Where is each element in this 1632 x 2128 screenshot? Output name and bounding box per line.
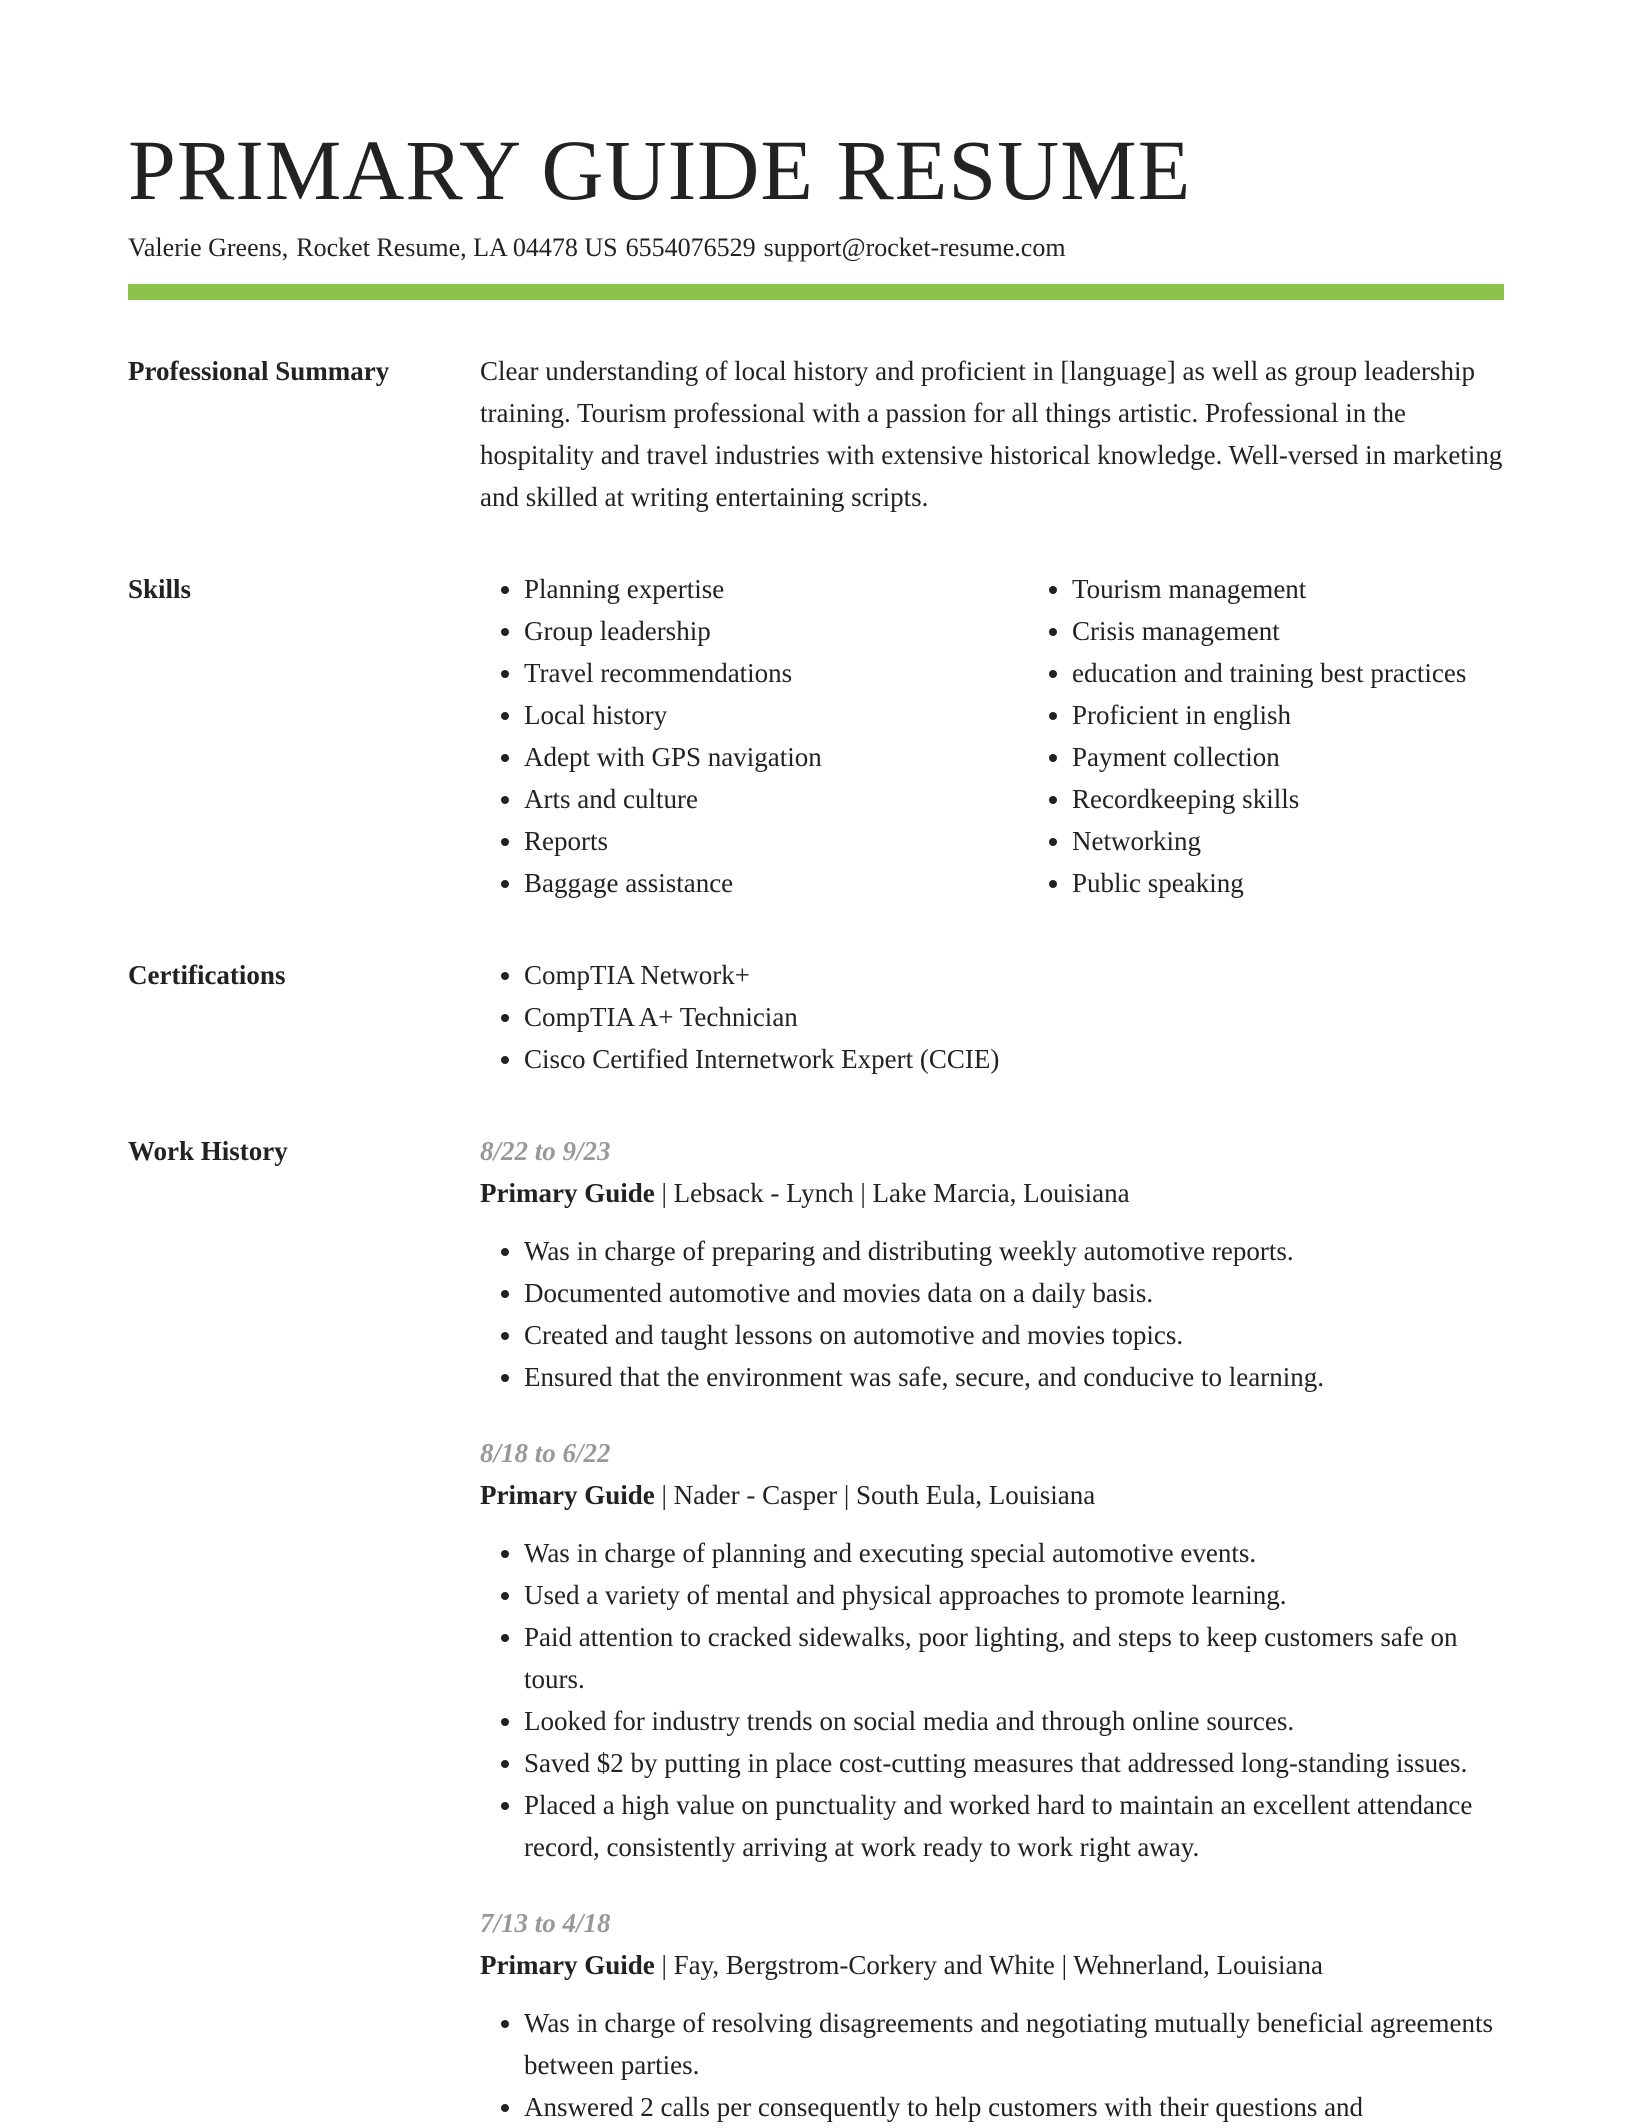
section-content [480,954,1504,1080]
list-item: • Payment collection [1072,736,1466,778]
list-item: • Reports [524,820,1028,862]
job-company-location: | Fay, Bergstrom-Corkery and White | Wehnerland, Louisiana [654,1950,1323,1980]
skills-section [128,568,1504,904]
list-item: • Adept with GPS navigation [524,736,1028,778]
list-item: • Proficient in english [1072,694,1466,736]
list-item: • Baggage assistance [524,862,1028,904]
job-bullets [480,2002,1504,2128]
list-item: • education and training best practices [1072,652,1466,694]
list-item: • Saved $2 by putting in place cost-cutting measures that addressed long-standing issues. [524,1742,1504,1784]
section-label: Certifications [128,960,286,990]
skills-list-left [480,568,1028,904]
job-heading [480,1474,1504,1516]
resume-page [128,120,1504,2128]
list-item: • Answered 2 calls per consequently to help customers with their questions and [524,2086,1504,2128]
section-label: Skills [128,574,192,604]
certifications-list [480,954,1504,1080]
job-dates: 7/13 to 4/18 [480,1908,611,1938]
list-item: • CompTIA Network+ [524,954,1504,996]
job-title: Primary Guide [480,1950,655,1980]
work-history-list [480,1130,1504,2128]
list-item: • Was in charge of resolving disagreements and negotiating mutually beneficial agreements between parties. [524,2002,1504,2086]
job-company-location: | Nader - Casper | South Eula, Louisiana [654,1480,1096,1510]
summary-text: Clear understanding of local history and proficient in [language] as well as group leadership training. Tourism professional with a passion for all things artistic. Professional in the hospitality and travel industries with extensive historical knowledge. Well-versed in marketing and skilled at writing entertaining scripts. [480,356,1503,512]
contact-name: Valerie Greens, [128,233,289,262]
list-item: • Created and taught lessons on automotive and movies topics. [524,1314,1504,1356]
list-item: • Used a variety of mental and physical approaches to promote learning. [524,1574,1504,1616]
list-item: • Was in charge of preparing and distributing weekly automotive reports. [524,1230,1504,1272]
list-item: • Networking [1072,820,1466,862]
skills-columns [480,568,1504,904]
contact-phone: 6554076529 [625,233,756,262]
contact-address: Rocket Resume, LA 04478 US [296,233,618,262]
list-item: • Was in charge of planning and executing special automotive events. [524,1532,1504,1574]
job-dates: 8/18 to 6/22 [480,1438,611,1468]
list-item: • Placed a high value on punctuality and worked hard to maintain an excellent attendance record, consistently arriving at work ready to work right away. [524,1784,1504,1868]
list-item: • Documented automotive and movies data on a daily basis. [524,1272,1504,1314]
certifications-section [128,954,1504,1080]
section-label: Work History [128,1136,288,1166]
list-item: • Crisis management [1072,610,1466,652]
job-entry [480,1902,1504,2128]
summary-section [128,350,1504,518]
job-title: Primary Guide [480,1178,655,1208]
job-bullets [480,1532,1504,1868]
section-content [480,350,1504,518]
list-item: • Group leadership [524,610,1028,652]
list-item: • Ensured that the environment was safe, secure, and conducive to learning. [524,1356,1504,1398]
job-heading [480,1944,1504,1986]
list-item: • Tourism management [1072,568,1466,610]
list-item: • Looked for industry trends on social media and through online sources. [524,1700,1504,1742]
list-item: • Public speaking [1072,862,1466,904]
contact-line [128,230,1504,266]
skills-list-right [1028,568,1466,904]
list-item: • Cisco Certified Internetwork Expert (CCIE) [524,1038,1504,1080]
accent-divider [128,284,1504,300]
list-item: • Recordkeeping skills [1072,778,1466,820]
list-item: • Paid attention to cracked sidewalks, poor lighting, and steps to keep customers safe on tours. [524,1616,1504,1700]
list-item: • Planning expertise [524,568,1028,610]
list-item: • Arts and culture [524,778,1028,820]
section-label: Professional Summary [128,356,390,386]
job-heading [480,1172,1504,1214]
job-entry [480,1130,1504,1398]
contact-email: support@rocket-resume.com [763,233,1066,262]
work-history-section [128,1130,1504,2128]
job-title: Primary Guide [480,1480,655,1510]
job-entry [480,1432,1504,1868]
job-bullets [480,1230,1504,1398]
job-company-location: | Lebsack - Lynch | Lake Marcia, Louisiana [654,1178,1130,1208]
list-item: • Travel recommendations [524,652,1028,694]
list-item: • Local history [524,694,1028,736]
list-item: • CompTIA A+ Technician [524,996,1504,1038]
job-dates: 8/22 to 9/23 [480,1136,611,1166]
resume-title: PRIMARY GUIDE RESUME [128,122,1192,218]
